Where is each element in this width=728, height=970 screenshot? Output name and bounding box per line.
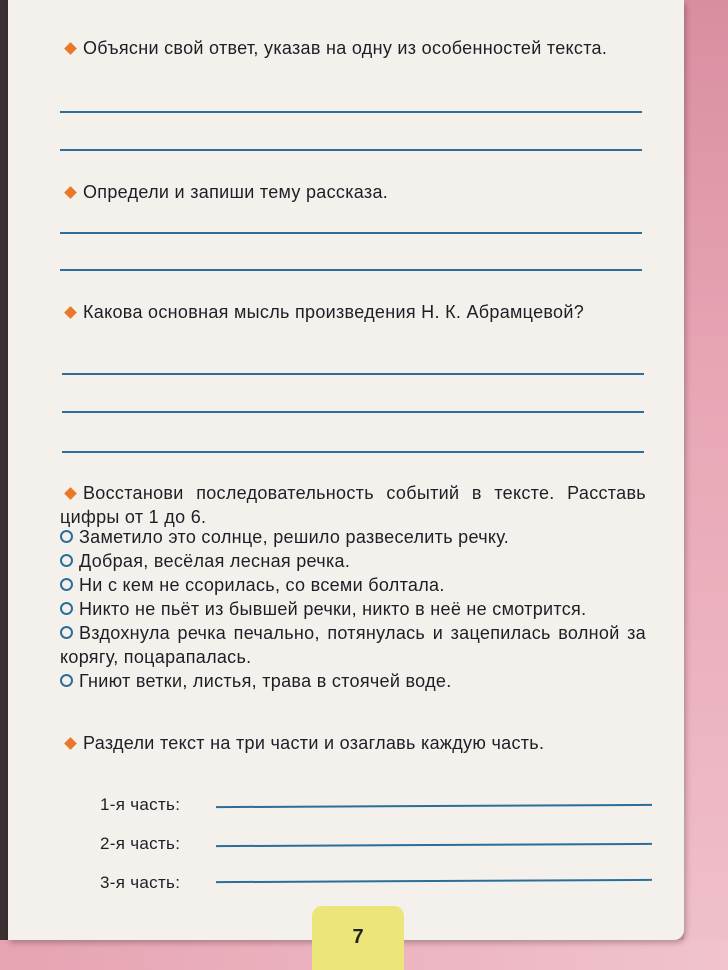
- page-number: 7: [352, 926, 364, 948]
- task-sequence: [60, 481, 646, 529]
- background-right: [684, 0, 728, 970]
- answer-line[interactable]: [62, 451, 644, 453]
- diamond-bullet-icon: [64, 487, 77, 500]
- list-item: Гниют ветки, листья, трава в стоячей воде.: [60, 669, 646, 693]
- task-explain: [60, 36, 646, 60]
- diamond-bullet-icon: [64, 186, 77, 199]
- list-item: Ни с кем не ссорилась, со всеми болтала.: [60, 573, 646, 597]
- events-list: [60, 525, 646, 693]
- answer-line[interactable]: [62, 411, 644, 413]
- task-text: Объясни свой ответ, указав на одну из особенностей текста.: [83, 38, 608, 58]
- answer-line[interactable]: [60, 149, 642, 151]
- answer-line[interactable]: [60, 269, 642, 271]
- list-item: Вздохнула речка печально, потянулась и зацепилась волной за корягу, поцарапалась.: [60, 623, 646, 667]
- answer-line[interactable]: [60, 232, 642, 234]
- part-3-label: 3-я часть:: [100, 873, 181, 892]
- list-item: Заметило это солнце, решило развеселить речку.: [60, 525, 646, 549]
- task-theme: [60, 180, 646, 204]
- page-number-tab: [312, 906, 404, 970]
- list-item: Добрая, весёлая лесная речка.: [60, 549, 646, 573]
- part-1-label: 1-я часть:: [100, 795, 181, 814]
- number-circle[interactable]: [60, 530, 73, 543]
- part-2-label: 2-я часть:: [100, 834, 181, 853]
- task-text: Какова основная мысль произведения Н. К. Абрамцевой?: [83, 302, 585, 322]
- answer-line[interactable]: [60, 111, 642, 113]
- task-main-idea: [60, 300, 646, 324]
- number-circle[interactable]: [60, 674, 73, 687]
- task-text: Восстанови последовательность событий в тексте. Расставь цифры от 1 до 6.: [60, 483, 646, 527]
- number-circle[interactable]: [60, 626, 73, 639]
- list-item: Никто не пьёт из бывшей речки, никто в неё не смотрится.: [60, 597, 646, 621]
- task-text: Определи и запиши тему рассказа.: [83, 182, 389, 202]
- task-text: Раздели текст на три части и озаглавь каждую часть.: [83, 733, 545, 753]
- diamond-bullet-icon: [64, 306, 77, 319]
- answer-line[interactable]: [62, 373, 644, 375]
- task-divide: [60, 731, 646, 755]
- number-circle[interactable]: [60, 602, 73, 615]
- number-circle[interactable]: [60, 578, 73, 591]
- diamond-bullet-icon: [64, 42, 77, 55]
- diamond-bullet-icon: [64, 737, 77, 750]
- number-circle[interactable]: [60, 554, 73, 567]
